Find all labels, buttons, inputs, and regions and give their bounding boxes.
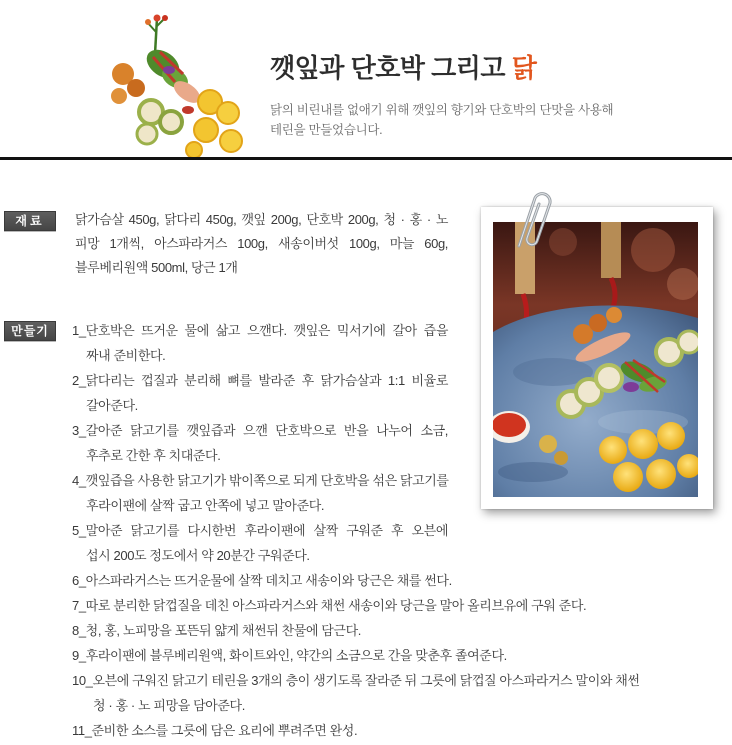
- ingredients-line: 피망 1개씩, 아스파라거스 100g, 새송이버섯 100g, 마늘 60g,: [75, 236, 448, 251]
- step-text: 짜내 준비한다.: [86, 348, 166, 363]
- step-text: 5_말아준 닭고기를 다시한번 후라이팬에 살짝 구워준 후 오븐에: [72, 523, 448, 538]
- title-text: 깻잎과 단호박 그리고: [270, 53, 512, 83]
- step-text: 청 · 홍 · 노 피망을 담아준다.: [93, 698, 245, 713]
- step-text: 섭시 200도 정도에서 약 20분간 구워준다.: [86, 548, 310, 563]
- header-dish-image: [105, 12, 250, 158]
- step-text: 후추로 간한 후 치대준다.: [86, 448, 221, 463]
- photo-frame: [481, 207, 713, 509]
- subtitle-line: 테린을 만들었습니다.: [270, 122, 383, 137]
- ingredients-label: 재료: [4, 211, 56, 231]
- ingredients-line: 블루베리원액 500ml, 당근 1개: [75, 260, 238, 275]
- step-text: 8_청, 홍, 노피망을 포뜬뒤 얇게 채썬뒤 찬물에 담근다.: [72, 623, 361, 638]
- subtitle-line: 닭의 비린내를 없애기 위해 깻잎의 향기와 단호박의 단맛을 사용해: [270, 103, 614, 117]
- step-item-11: [72, 718, 722, 743]
- step-text: 7_따로 분리한 닭껍질을 데친 아스파라거스와 채썬 새송이와 당근을 말아 올리브유에 구워 준다.: [72, 598, 587, 613]
- ingredients-list: [75, 208, 448, 280]
- step-text: 후라이팬에 살짝 굽고 안쪽에 넣고 말아준다.: [86, 498, 325, 513]
- title-accent: 닭: [511, 53, 537, 83]
- step-text: 6_아스파라거스는 뜨거운물에 살짝 데치고 새송이와 당근은 채를 썬다.: [72, 573, 452, 588]
- step-item-10: [72, 668, 722, 718]
- step-text: 11_준비한 소스를 그릇에 담은 요리에 뿌려주면 완성.: [72, 723, 358, 738]
- ingredients-line: 닭가슴살 450g, 닭다리 450g, 깻잎 200g, 단호박 200g, 청 · 홍 · 노: [75, 212, 448, 227]
- page-title: [270, 52, 536, 84]
- step-text: 10_오븐에 구워진 닭고기 테린을 3개의 층이 생기도록 잘라준 뒤 그릇에 닭껍질 아스파라거스 말이와 채썬: [72, 673, 640, 688]
- method-label: 만들기: [4, 321, 56, 341]
- step-text: 4_깻잎즙을 사용한 닭고기가 밖이쪽으로 되게 단호박을 섞은 닭고기를: [72, 473, 449, 488]
- step-item-9: [72, 643, 722, 668]
- step-item-7: [72, 593, 722, 618]
- step-text: 2_닭다리는 껍질과 분리해 뼈를 발라준 후 닭가슴살과 1:1 비율로: [72, 373, 448, 388]
- step-item-8: [72, 618, 722, 643]
- header-divider: [0, 157, 732, 160]
- step-text: 갈아준다.: [86, 398, 138, 413]
- paperclip-icon: [505, 188, 555, 250]
- step-text: 3_갈아준 닭고기를 깻잎즙과 으깬 단호박으로 반을 나누어 소금,: [72, 423, 448, 438]
- step-text: 9_후라이팬에 블루베리원액, 화이트와인, 약간의 소금으로 간을 맞춘후 졸여준다.: [72, 648, 507, 663]
- step-text: 1_단호박은 뜨거운 물에 삶고 으깬다. 깻잎은 믹서기에 갈아 즙을: [72, 323, 448, 338]
- dish-photo: [493, 222, 698, 497]
- step-item-6: [72, 568, 722, 593]
- page-subtitle: [270, 101, 613, 140]
- step-item-5: [72, 518, 722, 568]
